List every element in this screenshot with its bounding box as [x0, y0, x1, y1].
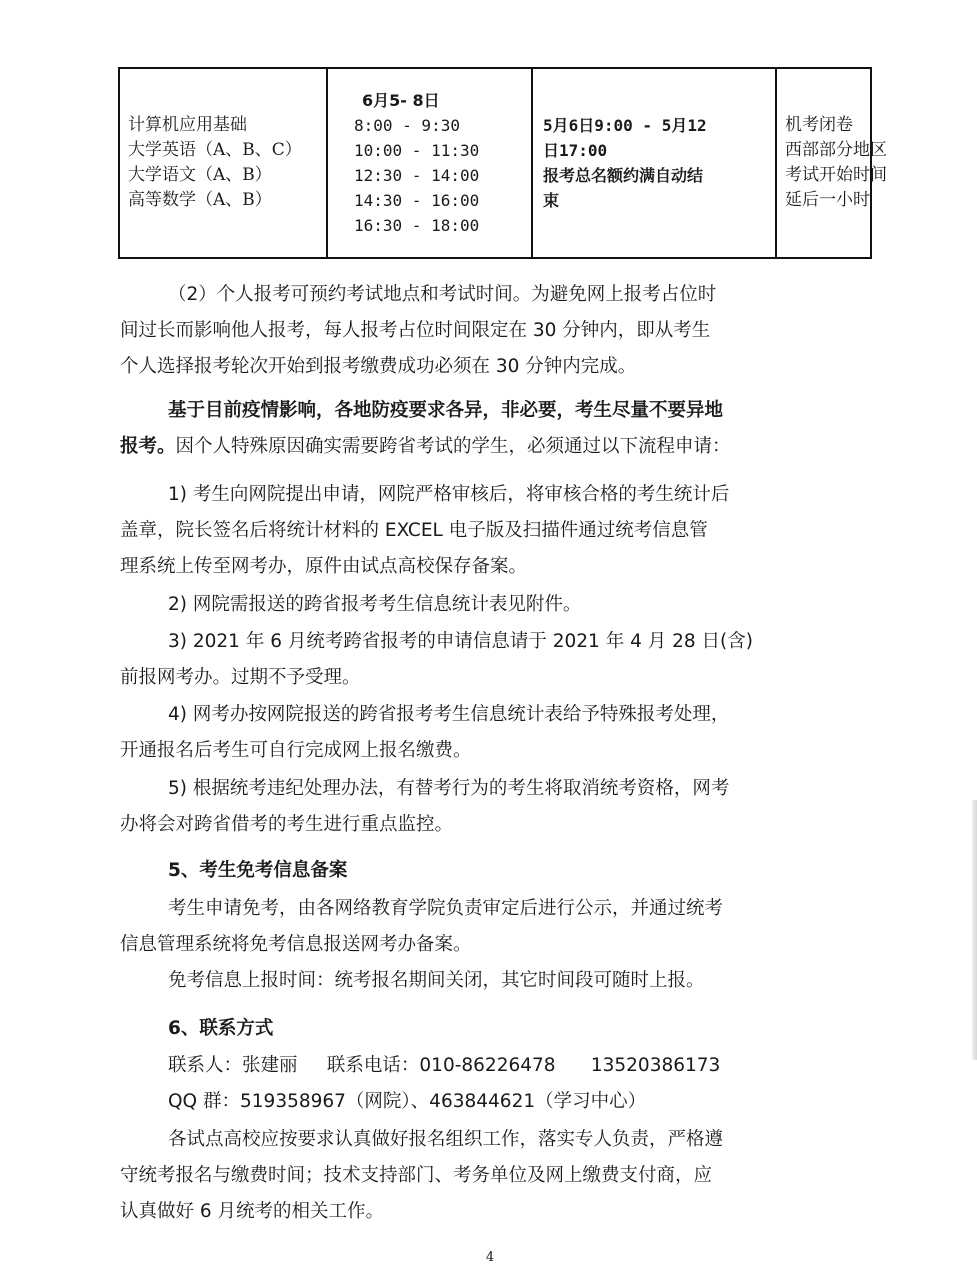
qq-line: QQ 群：519358967（网院）、463844621（学习中心）	[168, 1091, 647, 1112]
page-edge-shadow	[972, 800, 977, 1060]
table-row	[119, 68, 871, 258]
epidemic-rest: 因个人特殊原因确实需要跨省考试的学生，必须通过以下流程申请：	[175, 436, 731, 457]
note-line: 西部部分地区	[785, 140, 887, 160]
step-1-line: 1) 考生向网院提出申请，网院严格审核后，将审核合格的考生统计后	[168, 484, 730, 505]
registration-line: 束	[543, 191, 560, 210]
subject-item: 大学英语（A、B、C）	[128, 140, 302, 160]
step-4-line: 开通报名后考生可自行完成网上报名缴费。	[120, 740, 472, 761]
step-1-line: 盖章，院长签名后将统计材料的 EXCEL 电子版及扫描件通过统考信息管	[120, 520, 708, 541]
time-slot: 12:30 - 14:00	[354, 166, 480, 185]
registration-line: 5月6日9:00 - 5月12	[543, 116, 707, 135]
step-4-line: 4) 网考办按网院报送的跨省报考考生信息统计表给予特殊报考处理，	[168, 704, 730, 725]
registration-line: 报考总名额约满自动结	[543, 166, 704, 185]
exam-schedule-table	[118, 67, 887, 259]
para-2-line: 间过长而影响他人报考，每人报考占位时间限定在 30 分钟内，即从考生	[120, 320, 711, 341]
epidemic-bold-line: 基于目前疫情影响，各地防疫要求各异，非必要，考生尽量不要异地	[168, 400, 724, 421]
section-5-line: 考生申请免考，由各网络教育学院负责审定后进行公示，并通过统考	[168, 898, 724, 919]
section-5-time-line: 免考信息上报时间：统考报名期间关闭，其它时间段可随时上报。	[168, 970, 705, 991]
notes-cell	[776, 68, 887, 258]
subject-item: 高等数学（A、B）	[128, 190, 272, 210]
step-3-line: 3) 2021 年 6 月统考跨省报考的申请信息请于 2021 年 4 月 28 日(含)	[168, 631, 753, 652]
subject-item: 大学语文（A、B）	[128, 165, 272, 185]
para-2-line: （2）个人报考可预约考试地点和考试时间。为避免网上报考占位时	[168, 284, 717, 305]
section-6-heading: 6、联系方式	[168, 1018, 274, 1039]
note-line: 考试开始时间	[785, 165, 887, 185]
contact-line: 联系人：张建丽 联系电话：010-86226478 13520386173	[168, 1055, 721, 1076]
page-number: 4	[485, 1250, 495, 1265]
exam-dates: 6月5- 8日	[362, 91, 440, 110]
step-1-line: 理系统上传至网考办，原件由试点高校保存备案。	[120, 556, 528, 577]
para-2-line: 个人选择报考轮次开始到报考缴费成功必须在 30 分钟内完成。	[120, 356, 637, 377]
time-slot: 16:30 - 18:00	[354, 216, 480, 235]
epidemic-bold-line: 报考。	[120, 436, 176, 457]
subject-item: 计算机应用基础	[128, 115, 247, 135]
time-slot: 14:30 - 16:00	[354, 191, 480, 210]
exam-time-cell	[327, 68, 532, 258]
subjects-cell	[119, 68, 327, 258]
epidemic-line-2	[120, 429, 872, 465]
step-5-line: 办将会对跨省借考的考生进行重点监控。	[120, 814, 454, 835]
closing-line: 各试点高校应按要求认真做好报名组织工作，落实专人负责，严格遵	[168, 1129, 724, 1150]
section-5-heading: 5、考生免考信息备案	[168, 860, 348, 881]
time-slot: 8:00 - 9:30	[354, 116, 460, 135]
step-5-line: 5) 根据统考违纪处理办法，有替考行为的考生将取消统考资格，网考	[168, 778, 730, 799]
note-line: 延后一小时	[785, 190, 870, 210]
step-2-line: 2) 网院需报送的跨省报考考生信息统计表见附件。	[168, 594, 582, 615]
step-3-line: 前报网考办。过期不予受理。	[120, 667, 361, 688]
time-slot: 10:00 - 11:30	[354, 141, 480, 160]
note-line: 机考闭卷	[785, 115, 853, 135]
registration-line: 日17:00	[543, 141, 608, 160]
section-5-line: 信息管理系统将免考信息报送网考办备案。	[120, 934, 472, 955]
closing-line: 守统考报名与缴费时间；技术支持部门、考务单位及网上缴费支付商，应	[120, 1165, 713, 1186]
closing-line: 认真做好 6 月统考的相关工作。	[120, 1201, 385, 1222]
registration-cell	[532, 68, 776, 258]
